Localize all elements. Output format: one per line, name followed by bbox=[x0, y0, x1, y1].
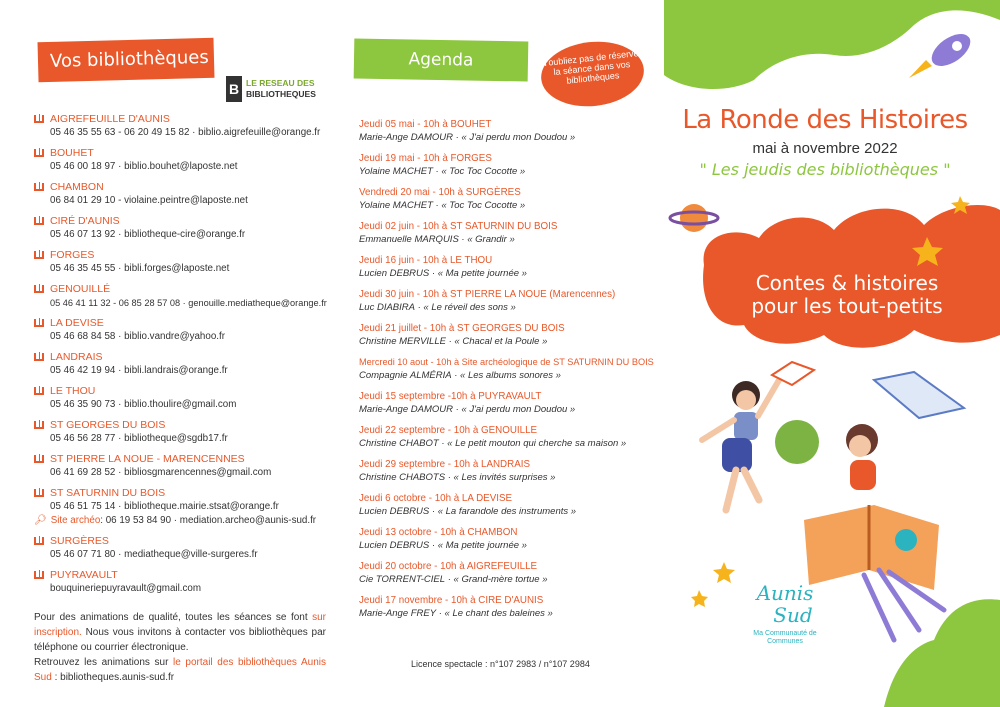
girl-illustration bbox=[846, 424, 878, 490]
licence-text: Licence spectacle : n°107 2983 / n°107 2984 bbox=[411, 659, 590, 669]
book-icon bbox=[34, 183, 44, 191]
star-icon bbox=[713, 562, 735, 583]
library-contact: 05 46 35 55 63 - 06 20 49 15 82 · biblio.aigrefeuille@orange.fr bbox=[50, 127, 321, 138]
library-name: PUYRAVAULT bbox=[50, 569, 118, 581]
event-item: Jeudi 02 juin - 10h à ST SATURNIN DU BOIS Emmanuelle MARQUIS · « Grandir » bbox=[359, 220, 659, 246]
reseau-logo-line1: LE RESEAU DES bbox=[246, 78, 315, 88]
info-text: Nous vous invitons à contacter vos bibliothèques par téléphone ou courrier électronique. bbox=[34, 627, 326, 653]
star-icon bbox=[691, 590, 708, 607]
event-title: « Le petit mouton qui cherche sa maison » bbox=[447, 438, 627, 449]
archeo-details: : 06 19 53 84 90 · mediation.archeo@aunis-sud.fr bbox=[100, 515, 317, 526]
book-icon bbox=[34, 455, 44, 463]
event-date: Vendredi 20 mai - 10h à SURGÈRES bbox=[359, 187, 521, 198]
event-title: « La farandole des instruments » bbox=[437, 506, 577, 517]
library-contact: 05 46 07 71 80 · mediatheque@ville-surgeres.fr bbox=[50, 549, 258, 560]
event-performer: Marie-Ange DAMOUR bbox=[359, 404, 453, 415]
event-performer: Cie TORRENT-CIEL bbox=[359, 574, 446, 585]
library-item bbox=[34, 248, 334, 276]
event-performer: Lucien DEBRUS bbox=[359, 540, 430, 551]
green-planet-icon bbox=[775, 420, 819, 464]
library-name: ST PIERRE LA NOUE - MARENCENNES bbox=[50, 453, 245, 465]
library-name: GENOUILLÉ bbox=[50, 283, 111, 295]
event-item: Jeudi 13 octobre - 10h à CHAMBON Lucien DEBRUS · « Ma petite journée » bbox=[359, 526, 659, 552]
reseau-bibliotheques-logo bbox=[226, 76, 336, 102]
event-title: « Le réveil des sons » bbox=[423, 302, 516, 313]
open-book-icon bbox=[772, 362, 964, 418]
library-item bbox=[34, 418, 334, 446]
book-icon bbox=[34, 387, 44, 395]
event-performer: Yolaine MACHET bbox=[359, 166, 433, 177]
library-name: SURGÈRES bbox=[50, 535, 109, 547]
event-date: Jeudi 16 juin - 10h à LE THOU bbox=[359, 255, 493, 266]
info-text: : bibliotheques.aunis-sud.fr bbox=[51, 672, 175, 683]
book-icon bbox=[34, 537, 44, 545]
library-contact: 05 46 07 13 92 · bibliotheque-cire@orange.fr bbox=[50, 229, 246, 240]
info-text: Pour des animations de qualité, toutes les séances se font bbox=[34, 612, 313, 623]
book-icon bbox=[34, 115, 44, 123]
search-icon: 🔎︎ bbox=[34, 515, 47, 526]
event-performer: Christine CHABOT bbox=[359, 438, 439, 449]
library-contact: 06 84 01 29 10 - violaine.peintre@laposte.net bbox=[50, 195, 248, 206]
archeo-label: Site archéo bbox=[50, 515, 101, 526]
event-title: « Grandir » bbox=[467, 234, 515, 245]
event-title: « J'ai perdu mon Doudou » bbox=[461, 132, 576, 143]
event-date: Jeudi 6 octobre - 10h à LA DEVISE bbox=[359, 493, 513, 504]
libraries-header: Vos bibliothèques bbox=[38, 38, 215, 83]
library-item bbox=[34, 568, 334, 596]
event-item: Jeudi 30 juin - 10h à ST PIERRE LA NOUE (Marencennes) Luc DIABIRA · « Le réveil des sons » bbox=[359, 288, 659, 314]
event-item: Jeudi 21 juillet - 10h à ST GEORGES DU BOIS Christine MERVILLE · « Chacal et la Poule » bbox=[359, 322, 659, 348]
event-title: « Le chant des baleines » bbox=[444, 608, 553, 619]
event-performer: Lucien DEBRUS bbox=[359, 268, 430, 279]
library-item bbox=[34, 534, 334, 562]
event-performer: Lucien DEBRUS bbox=[359, 506, 430, 517]
agenda-list bbox=[359, 118, 659, 628]
cloud-headline bbox=[722, 272, 972, 318]
event-date: Jeudi 02 juin - 10h à ST SATURNIN DU BOIS bbox=[359, 221, 558, 232]
event-item: Jeudi 22 septembre - 10h à GENOUILLE Christine CHABOT · « Le petit mouton qui cherche sa maison » bbox=[359, 424, 659, 450]
library-item bbox=[34, 112, 334, 140]
book-icon bbox=[34, 489, 44, 497]
library-list bbox=[34, 112, 334, 602]
event-date: Jeudi 19 mai - 10h à FORGES bbox=[359, 153, 492, 164]
book-icon bbox=[34, 251, 44, 259]
library-item bbox=[34, 486, 334, 528]
library-name: ST GEORGES DU BOIS bbox=[50, 419, 166, 431]
archeo-contact bbox=[34, 514, 334, 528]
aunis-logo-word2: Sud bbox=[773, 603, 813, 627]
library-contact: 05 46 41 11 32 - 06 85 28 57 08 · genouille.mediatheque@orange.fr bbox=[50, 298, 327, 308]
library-name: LANDRAIS bbox=[50, 351, 103, 363]
library-name: ST SATURNIN DU BOIS bbox=[50, 487, 166, 499]
event-item: Mercredi 10 aout - 10h à Site archéologique de ST SATURNIN DU BOIS Compagnie ALMÉRIA · « Les albums sonores » bbox=[359, 356, 659, 382]
reminder-bubble: N'oubliez pas de réserver la séance dans vos bibliothèques bbox=[538, 37, 647, 111]
library-contact: 05 46 68 84 58 · biblio.vandre@yahoo.fr bbox=[50, 331, 225, 342]
event-performer: Marie-Ange FREY bbox=[359, 608, 437, 619]
library-item bbox=[34, 350, 334, 378]
event-item: Jeudi 6 octobre - 10h à LA DEVISE Lucien DEBRUS · « La farandole des instruments » bbox=[359, 492, 659, 518]
cloud-line-2: pour les tout-petits bbox=[751, 294, 943, 318]
event-date: Jeudi 05 mai - 10h à BOUHET bbox=[359, 119, 492, 130]
library-name: LA DEVISE bbox=[50, 317, 104, 329]
book-icon bbox=[34, 319, 44, 327]
event-title: « J'ai perdu mon Doudou » bbox=[461, 404, 576, 415]
event-title: « Toc Toc Cocotte » bbox=[441, 200, 526, 211]
event-item: Jeudi 05 mai - 10h à BOUHET Marie-Ange DAMOUR · « J'ai perdu mon Doudou » bbox=[359, 118, 659, 144]
library-item bbox=[34, 180, 334, 208]
info-text: Retrouvez les animations sur bbox=[34, 657, 174, 668]
book-icon bbox=[34, 285, 44, 293]
event-performer: Christine MERVILLE bbox=[359, 336, 446, 347]
library-item bbox=[34, 282, 334, 310]
event-date: Jeudi 15 septembre -10h à PUYRAVAULT bbox=[359, 391, 542, 402]
aunis-sud-logo bbox=[742, 582, 828, 646]
event-performer: Yolaine MACHET bbox=[359, 200, 433, 211]
event-title: « Ma petite journée » bbox=[437, 540, 527, 551]
library-name: CIRÉ D'AUNIS bbox=[50, 215, 120, 227]
library-contact: 05 46 35 45 55 · bibli.forges@laposte.net bbox=[50, 263, 230, 274]
library-item bbox=[34, 316, 334, 344]
event-performer: Christine CHABOTS bbox=[359, 472, 446, 483]
event-performer: Compagnie ALMÉRIA bbox=[359, 370, 452, 381]
reseau-logo-mark: B bbox=[226, 76, 242, 102]
library-item bbox=[34, 452, 334, 480]
library-item bbox=[34, 384, 334, 412]
library-contact: 05 46 42 19 94 · bibli.landrais@orange.fr bbox=[50, 365, 228, 376]
event-date: Jeudi 29 septembre - 10h à LANDRAIS bbox=[359, 459, 530, 470]
event-title: « Ma petite journée » bbox=[437, 268, 527, 279]
event-date: Jeudi 22 septembre - 10h à GENOUILLE bbox=[359, 425, 538, 436]
tagline: " Les jeudis des bibliothèques " bbox=[699, 160, 951, 179]
book-icon bbox=[34, 421, 44, 429]
agenda-header: Agenda bbox=[354, 38, 529, 81]
inscription-link[interactable]: sur inscription. bbox=[34, 612, 326, 638]
library-name: CHAMBON bbox=[50, 181, 104, 193]
rocket-icon bbox=[909, 28, 976, 78]
library-name: AIGREFEUILLE D'AUNIS bbox=[50, 113, 170, 125]
event-item: Jeudi 15 septembre -10h à PUYRAVAULT Marie-Ange DAMOUR · « J'ai perdu mon Doudou » bbox=[359, 390, 659, 416]
event-date: Mercredi 10 aout - 10h à Site archéologique de ST SATURNIN DU BOIS bbox=[359, 357, 654, 367]
green-cloud-bottom bbox=[884, 599, 1000, 707]
book-icon bbox=[34, 217, 44, 225]
date-range: mai à novembre 2022 bbox=[752, 140, 898, 157]
library-contact: 05 46 56 28 77 · bibliotheque@sgdb17.fr bbox=[50, 433, 228, 444]
planet-icon bbox=[670, 204, 718, 232]
library-item bbox=[34, 214, 334, 242]
event-date: Jeudi 13 octobre - 10h à CHAMBON bbox=[359, 527, 518, 538]
library-contact: 05 46 00 18 97 · biblio.bouhet@laposte.net bbox=[50, 161, 238, 172]
page-title: La Ronde des Histoires bbox=[682, 105, 968, 135]
aunis-logo-caption: Ma Communauté de Communes bbox=[753, 630, 817, 645]
event-title: « Grand-mère tortue » bbox=[453, 574, 548, 585]
event-title: « Les invités surprises » bbox=[453, 472, 556, 483]
library-name: LE THOU bbox=[50, 385, 96, 397]
boy-illustration bbox=[702, 380, 779, 510]
event-item: Jeudi 20 octobre - 10h à AIGREFEUILLE Cie TORRENT-CIEL · « Grand-mère tortue » bbox=[359, 560, 659, 586]
event-date: Jeudi 20 octobre - 10h à AIGREFEUILLE bbox=[359, 561, 538, 572]
event-performer: Luc DIABIRA bbox=[359, 302, 415, 313]
book-icon bbox=[34, 571, 44, 579]
info-paragraph bbox=[34, 610, 326, 685]
event-item: Jeudi 17 novembre - 10h à CIRE D'AUNIS Marie-Ange FREY · « Le chant des baleines » bbox=[359, 594, 659, 620]
book-icon bbox=[34, 149, 44, 157]
event-date: Jeudi 30 juin - 10h à ST PIERRE LA NOUE (Marencennes) bbox=[359, 289, 616, 300]
library-contact: 05 46 35 90 73 · biblio.thoulire@gmail.com bbox=[50, 399, 237, 410]
library-item bbox=[34, 146, 334, 174]
event-title: « Chacal et la Poule » bbox=[454, 336, 548, 347]
portal-link[interactable]: le portail des bibliothèques Aunis Sud bbox=[34, 657, 326, 683]
library-contact: 05 46 51 75 14 · bibliotheque.mairie.stsat@orange.fr bbox=[50, 501, 279, 512]
event-title: « Les albums sonores » bbox=[460, 370, 561, 381]
library-name: FORGES bbox=[50, 249, 95, 261]
event-date: Jeudi 21 juillet - 10h à ST GEORGES DU BOIS bbox=[359, 323, 565, 334]
event-item: Jeudi 16 juin - 10h à LE THOU Lucien DEBRUS · « Ma petite journée » bbox=[359, 254, 659, 280]
cloud-line-1: Contes & histoires bbox=[755, 271, 939, 295]
library-name: BOUHET bbox=[50, 147, 94, 159]
event-item: Jeudi 29 septembre - 10h à LANDRAIS Christine CHABOTS · « Les invités surprises » bbox=[359, 458, 659, 484]
event-title: « Toc Toc Cocotte » bbox=[441, 166, 526, 177]
event-performer: Emmanuelle MARQUIS bbox=[359, 234, 459, 245]
event-item: Vendredi 20 mai - 10h à SURGÈRES Yolaine MACHET · « Toc Toc Cocotte » bbox=[359, 186, 659, 212]
event-item: Jeudi 19 mai - 10h à FORGES Yolaine MACHET · « Toc Toc Cocotte » bbox=[359, 152, 659, 178]
event-performer: Marie-Ange DAMOUR bbox=[359, 132, 453, 143]
aunis-logo-word1: Aunis bbox=[756, 581, 814, 605]
event-date: Jeudi 17 novembre - 10h à CIRE D'AUNIS bbox=[359, 595, 544, 606]
book-icon bbox=[34, 353, 44, 361]
library-contact: 06 41 69 28 52 · bibliosgmarencennes@gmail.com bbox=[50, 467, 272, 478]
reseau-logo-line2: BIBLIOTHEQUES bbox=[246, 89, 316, 99]
library-contact: bouquineriepuyravault@gmail.com bbox=[50, 583, 201, 594]
